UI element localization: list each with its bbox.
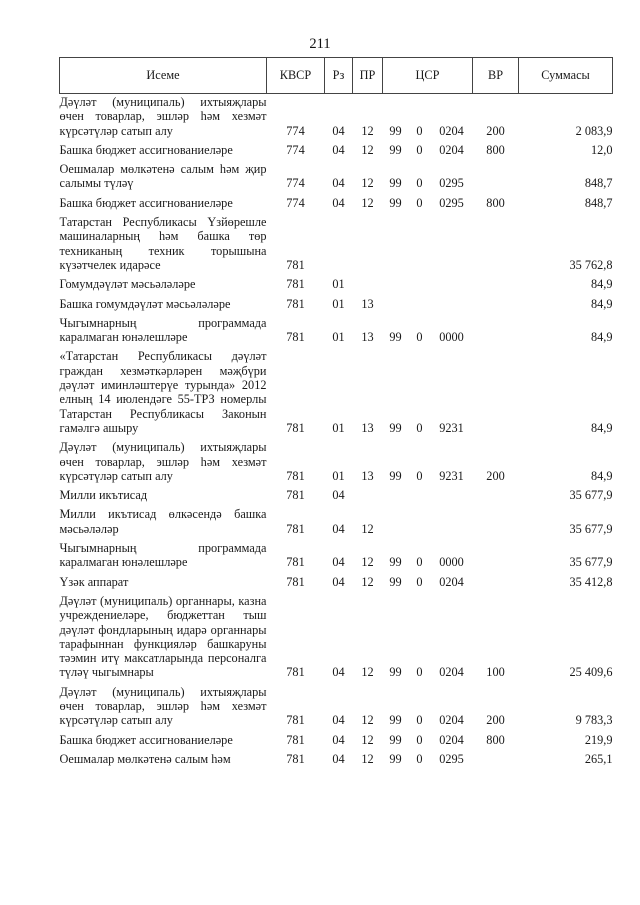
row-pr: 13 xyxy=(361,296,374,311)
row-csr-subprogram: 0 xyxy=(416,468,423,483)
row-kvsr: 781 xyxy=(286,713,305,728)
table-row xyxy=(60,349,613,440)
table-row xyxy=(60,316,613,350)
row-kvsr: 774 xyxy=(286,195,305,210)
row-vr xyxy=(473,215,519,277)
row-csr-program: 99 xyxy=(389,123,402,138)
row-csr-direction: 0204 xyxy=(439,732,464,747)
row-csr-program: 99 xyxy=(389,713,402,728)
row-rz: 04 xyxy=(332,176,345,191)
row-csr-subprogram xyxy=(409,277,431,296)
row-vr: 100 xyxy=(486,665,505,680)
row-name: Татарстан Республикасы Үзйөрешле машиналарның һәм башка төр техниканың техник торышына күзәтчелек идарәсе xyxy=(59,215,267,272)
row-rz: 01 xyxy=(332,330,345,345)
row-csr-direction: 0204 xyxy=(439,665,464,680)
row-rz: 04 xyxy=(332,488,345,503)
row-kvsr: 781 xyxy=(286,732,305,747)
row-name: Башка бюджет ассигнованиеләре xyxy=(59,732,233,747)
row-csr-subprogram: 0 xyxy=(416,176,423,191)
row-name: Милли икътисад xyxy=(59,488,148,503)
row-rz: 01 xyxy=(332,277,345,292)
table-row xyxy=(60,488,613,507)
table-row xyxy=(60,94,613,143)
row-sum: 848,7 xyxy=(584,176,613,191)
row-rz: 04 xyxy=(332,574,345,589)
row-name: Башка гомумдәүләт мәсьәләләре xyxy=(59,296,231,311)
row-kvsr: 781 xyxy=(286,521,305,536)
row-csr-direction xyxy=(431,277,473,296)
table-row xyxy=(60,196,613,215)
row-kvsr: 781 xyxy=(286,277,305,292)
row-vr: 800 xyxy=(486,732,505,747)
row-kvsr: 781 xyxy=(286,574,305,589)
row-name: Милли икътисад өлкәсендә башка мәсьәләләр xyxy=(59,507,267,536)
row-csr-program: 99 xyxy=(389,574,402,589)
row-csr-subprogram: 0 xyxy=(416,574,423,589)
row-csr-subprogram xyxy=(409,297,431,316)
row-vr xyxy=(473,316,519,350)
header-sum: Суммасы xyxy=(519,58,613,94)
row-pr: 12 xyxy=(361,732,374,747)
row-sum: 265,1 xyxy=(584,751,613,766)
table-row xyxy=(60,575,613,594)
row-name: Гомумдәүләт мәсьәләләре xyxy=(59,277,196,292)
row-sum: 2 083,9 xyxy=(575,123,613,138)
row-csr-direction xyxy=(431,215,473,277)
row-sum: 84,9 xyxy=(591,420,613,435)
row-name: Оешмалар мөлкәтенә салым һәм җир салымы түләү xyxy=(59,162,267,191)
row-name: Дәүләт (муниципаль) ихтыяҗлары өчен товарлар, эшләр һәм хезмәт күрсәтүләр сатып алу xyxy=(59,440,267,483)
row-vr xyxy=(473,752,519,771)
row-vr: 200 xyxy=(486,123,505,138)
table-row xyxy=(60,440,613,488)
row-rz: 04 xyxy=(332,521,345,536)
row-sum: 25 409,6 xyxy=(569,665,613,680)
row-pr xyxy=(353,215,383,277)
row-pr: 12 xyxy=(361,521,374,536)
row-csr-subprogram: 0 xyxy=(416,330,423,345)
row-csr-direction: 0204 xyxy=(439,142,464,157)
table-row xyxy=(60,162,613,196)
row-csr-direction xyxy=(431,507,473,541)
row-sum: 84,9 xyxy=(591,296,613,311)
row-csr-subprogram xyxy=(409,215,431,277)
row-kvsr: 781 xyxy=(286,330,305,345)
row-name: Башка бюджет ассигнованиеләре xyxy=(59,195,233,210)
row-rz: 01 xyxy=(332,296,345,311)
row-csr-direction xyxy=(431,297,473,316)
row-vr xyxy=(473,575,519,594)
row-name: Дәүләт (муниципаль) органнары, казна учреждениеләре, бюджеттан тыш дәүләт фондларының идарә органнары тарафыннан функцияләр башкаруны тәэмин итү максатларында персоналга түләү чыгымнары xyxy=(59,593,267,680)
row-sum: 35 677,9 xyxy=(569,521,613,536)
row-csr-direction: 0204 xyxy=(439,713,464,728)
row-csr-program: 99 xyxy=(389,330,402,345)
row-rz: 04 xyxy=(332,665,345,680)
row-pr: 12 xyxy=(361,142,374,157)
table-row xyxy=(60,594,613,685)
row-rz: 04 xyxy=(332,555,345,570)
row-rz: 04 xyxy=(332,732,345,747)
row-rz: 04 xyxy=(332,713,345,728)
row-csr-program xyxy=(383,488,409,507)
header-pr: ПР xyxy=(353,58,383,94)
row-csr-program: 99 xyxy=(389,665,402,680)
row-pr: 13 xyxy=(361,330,374,345)
row-csr-program: 99 xyxy=(389,176,402,191)
page-number: 211 xyxy=(309,36,331,52)
row-vr xyxy=(473,541,519,575)
table-row xyxy=(60,752,613,771)
row-vr xyxy=(473,297,519,316)
row-rz xyxy=(325,215,353,277)
row-pr xyxy=(353,488,383,507)
row-name: Оешмалар мөлкәтенә салым һәм xyxy=(59,751,231,766)
row-kvsr: 774 xyxy=(286,123,305,138)
header-kvsr: КВСР xyxy=(267,58,325,94)
row-pr: 12 xyxy=(361,574,374,589)
row-sum: 219,9 xyxy=(584,732,613,747)
row-name: «Татарстан Республикасы дәүләт граждан хезмәткәрләрен мәҗбүри дәүләт иминләштерүе турында» 2012 елның 14 июлендәге 55-ТРЗ номерлы Татарстан Республикасы Законын гамәлгә ашыру xyxy=(59,349,267,435)
row-kvsr: 781 xyxy=(286,488,305,503)
row-csr-direction: 9231 xyxy=(439,420,464,435)
row-vr: 800 xyxy=(486,142,505,157)
row-name: Дәүләт (муниципаль) ихтыяҗлары өчен товарлар, эшләр һәм хезмәт күрсәтүләр сатып алу xyxy=(59,95,267,138)
row-pr: 13 xyxy=(361,420,374,435)
row-kvsr: 774 xyxy=(286,176,305,191)
table-row xyxy=(60,507,613,541)
row-sum: 35 762,8 xyxy=(569,257,613,272)
row-sum: 84,9 xyxy=(591,468,613,483)
row-csr-subprogram xyxy=(409,507,431,541)
row-kvsr: 781 xyxy=(286,665,305,680)
row-vr xyxy=(473,277,519,296)
row-rz: 01 xyxy=(332,468,345,483)
row-rz: 04 xyxy=(332,123,345,138)
row-csr-subprogram xyxy=(409,488,431,507)
row-pr: 12 xyxy=(361,176,374,191)
row-csr-program: 99 xyxy=(389,751,402,766)
row-csr-subprogram: 0 xyxy=(416,420,423,435)
header-csr: ЦСР xyxy=(383,58,473,94)
row-csr-program xyxy=(383,297,409,316)
row-csr-direction: 0295 xyxy=(439,176,464,191)
row-csr-program xyxy=(383,507,409,541)
row-csr-direction: 0000 xyxy=(439,555,464,570)
row-kvsr: 781 xyxy=(286,751,305,766)
row-pr: 12 xyxy=(361,751,374,766)
row-vr xyxy=(473,162,519,196)
row-csr-direction: 0204 xyxy=(439,574,464,589)
row-csr-subprogram: 0 xyxy=(416,555,423,570)
row-kvsr: 781 xyxy=(286,468,305,483)
table-row xyxy=(60,541,613,575)
row-name: Дәүләт (муниципаль) ихтыяҗлары өчен товарлар, эшләр һәм хезмәт күрсәтүләр сатып алу xyxy=(59,684,267,728)
table-row xyxy=(60,215,613,277)
row-kvsr: 781 xyxy=(286,420,305,435)
header-name: Исеме xyxy=(60,58,267,94)
row-csr-subprogram: 0 xyxy=(416,713,423,728)
header-rz: Рз xyxy=(325,58,353,94)
row-name: Чыгымнарның программада каралмаган юнәлешләре xyxy=(59,315,267,345)
row-csr-direction: 9231 xyxy=(439,468,464,483)
row-sum: 84,9 xyxy=(591,277,613,292)
row-vr: 800 xyxy=(486,195,505,210)
row-sum: 35 677,9 xyxy=(569,488,613,503)
row-pr xyxy=(353,277,383,296)
row-sum: 848,7 xyxy=(584,195,613,210)
row-csr-direction: 0295 xyxy=(439,195,464,210)
row-rz: 04 xyxy=(332,142,345,157)
row-sum: 84,9 xyxy=(591,330,613,345)
row-vr: 200 xyxy=(486,713,505,728)
row-sum: 35 677,9 xyxy=(569,555,613,570)
row-csr-program xyxy=(383,277,409,296)
row-vr xyxy=(473,507,519,541)
row-csr-program: 99 xyxy=(389,195,402,210)
row-pr: 12 xyxy=(361,555,374,570)
row-sum: 12,0 xyxy=(591,142,613,157)
row-vr: 200 xyxy=(486,468,505,483)
row-kvsr: 781 xyxy=(286,555,305,570)
row-csr-program: 99 xyxy=(389,420,402,435)
row-kvsr: 774 xyxy=(286,142,305,157)
row-sum: 35 412,8 xyxy=(569,574,613,589)
table-header-row xyxy=(60,58,613,94)
row-csr-subprogram: 0 xyxy=(416,123,423,138)
row-name: Чыгымнарның программада каралмаган юнәлешләре xyxy=(59,541,267,570)
table-row xyxy=(60,143,613,162)
row-name: Башка бюджет ассигнованиеләре xyxy=(59,142,233,157)
row-pr: 12 xyxy=(361,665,374,680)
row-csr-program: 99 xyxy=(389,142,402,157)
table-row xyxy=(60,685,613,733)
row-csr-program: 99 xyxy=(389,468,402,483)
header-vr: ВР xyxy=(473,58,519,94)
row-vr xyxy=(473,488,519,507)
row-csr-subprogram: 0 xyxy=(416,751,423,766)
row-pr: 12 xyxy=(361,713,374,728)
row-csr-program xyxy=(383,215,409,277)
row-kvsr: 781 xyxy=(286,257,305,272)
row-csr-program: 99 xyxy=(389,555,402,570)
row-csr-direction: 0204 xyxy=(439,123,464,138)
row-name: Үзәк аппарат xyxy=(59,574,129,589)
row-csr-direction xyxy=(431,488,473,507)
row-csr-direction: 0295 xyxy=(439,751,464,766)
row-rz: 04 xyxy=(332,195,345,210)
row-rz: 01 xyxy=(332,420,345,435)
row-rz: 04 xyxy=(332,751,345,766)
row-csr-program: 99 xyxy=(389,732,402,747)
row-csr-subprogram: 0 xyxy=(416,142,423,157)
row-csr-subprogram: 0 xyxy=(416,732,423,747)
row-vr xyxy=(473,349,519,440)
row-pr: 13 xyxy=(361,468,374,483)
table-row xyxy=(60,733,613,752)
row-sum: 9 783,3 xyxy=(575,713,613,728)
row-pr: 12 xyxy=(361,123,374,138)
row-csr-direction: 0000 xyxy=(439,330,464,345)
table-row xyxy=(60,277,613,296)
budget-table xyxy=(59,57,613,771)
table-row xyxy=(60,297,613,316)
row-csr-subprogram: 0 xyxy=(416,665,423,680)
row-kvsr: 781 xyxy=(286,296,305,311)
row-pr: 12 xyxy=(361,195,374,210)
row-csr-subprogram: 0 xyxy=(416,195,423,210)
